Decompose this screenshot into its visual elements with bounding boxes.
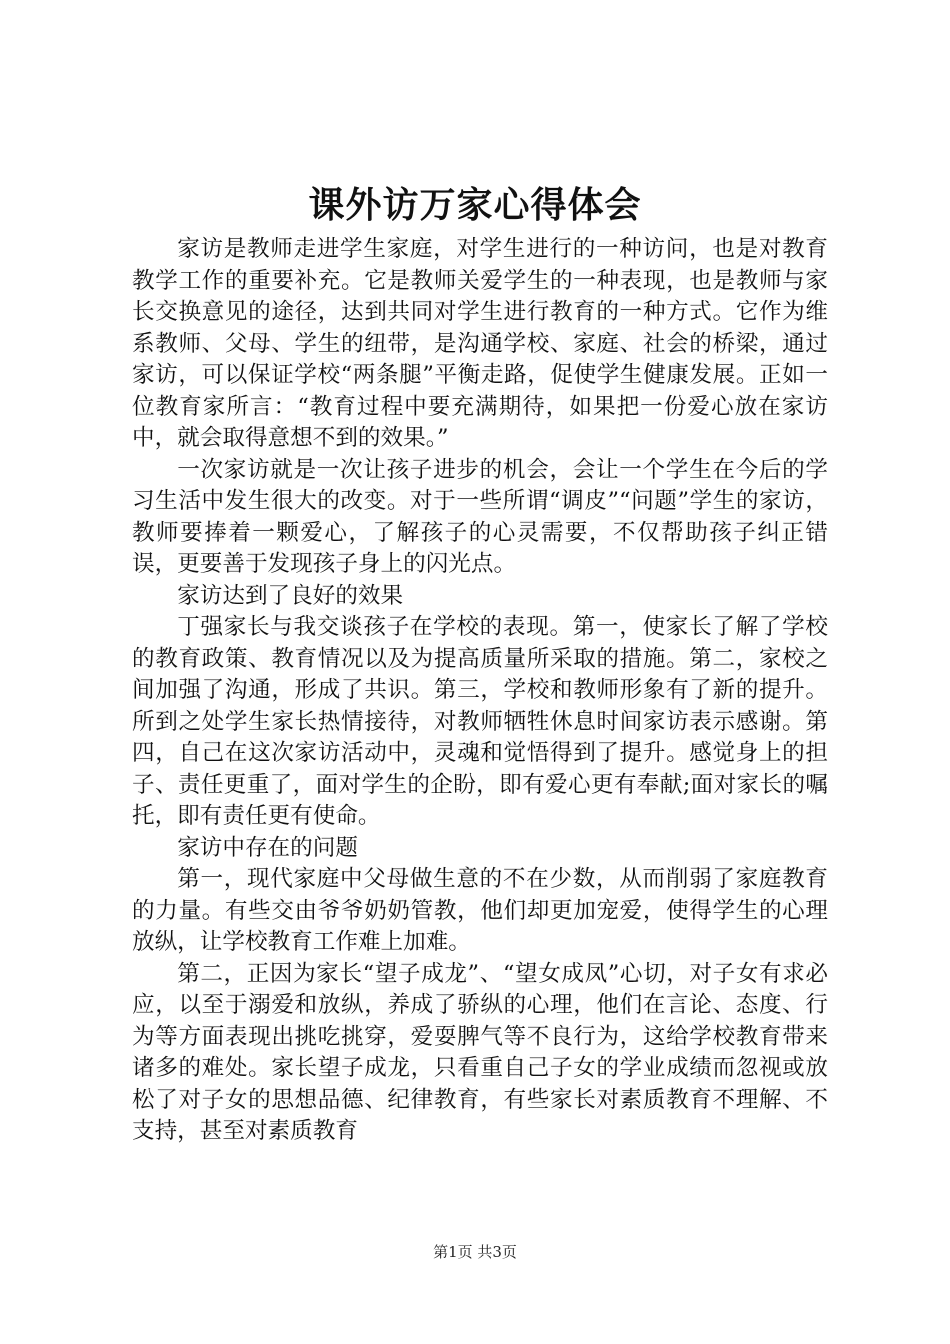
paragraph-opportunity: 一次家访就是一次让孩子进步的机会，会让一个学生在今后的学习生活中发生很大的改变。对于一些所谓“调皮”“问题”学生的家访，教师要捧着一颗爱心，了解孩子的心灵需要，不仅帮助孩子纠正错误，更要善于发现孩子身上的闪光点。 bbox=[132, 456, 828, 577]
paragraph-problem-one: 第一，现代家庭中父母做生意的不在少数，从而削弱了家庭教育的力量。有些交由爷爷奶奶管教，他们却更加宠爱，使得学生的心理放纵，让学校教育工作难上加难。 bbox=[132, 866, 828, 955]
paragraph-intro: 家访是教师走进学生家庭，对学生进行的一种访问，也是对教育教学工作的重要补充。它是教师关爱学生的一种表现，也是教师与家长交换意见的途径，达到共同对学生进行教育的一种方式。它作为维系教师、父母、学生的纽带，是沟通学校、家庭、社会的桥梁，通过家访，可以保证学校“两条腿”平衡走路，促使学生健康发展。正如一位教育家所言：“教育过程中要充满期待，如果把一份爱心放在家访中，就会取得意想不到的效果。” bbox=[132, 236, 828, 451]
paragraph-effects: 丁强家长与我交谈孩子在学校的表现。第一，使家长了解了学校的教育政策、教育情况以及为提高质量所采取的措施。第二，家校之间加强了沟通，形成了共识。第三，学校和教师形象有了新的提升。所到之处学生家长热情接待，对教师牺牲休息时间家访表示感谢。第四，自己在这次家访活动中，灵魂和觉悟得到了提升。感觉身上的担子、责任更重了，面对学生的企盼，即有爱心更有奉献;面对家长的嘱托，即有责任更有使命。 bbox=[132, 614, 828, 829]
document-body bbox=[132, 234, 828, 1148]
section-heading-effects: 家访达到了良好的效果 bbox=[177, 582, 404, 609]
paragraph-problem-two: 第二，正因为家长“望子成龙”、“望女成凤”心切，对子女有求必应，以至于溺爱和放纵，养成了骄纵的心理，他们在言论、态度、行为等方面表现出挑吃挑穿，爱耍脾气等不良行为，这给学校教育带来诸多的难处。家长望子成龙，只看重自己子女的学业成绩而忽视或放松了对子女的思想品德、纪律教育，有些家长对素质教育不理解、不支持，甚至对素质教育 bbox=[132, 960, 828, 1144]
document-title: 课外访万家心得体会 bbox=[308, 184, 642, 226]
page-number-footer: 第1页 共3页 bbox=[433, 1243, 517, 1261]
section-heading-problems: 家访中存在的问题 bbox=[177, 834, 358, 861]
